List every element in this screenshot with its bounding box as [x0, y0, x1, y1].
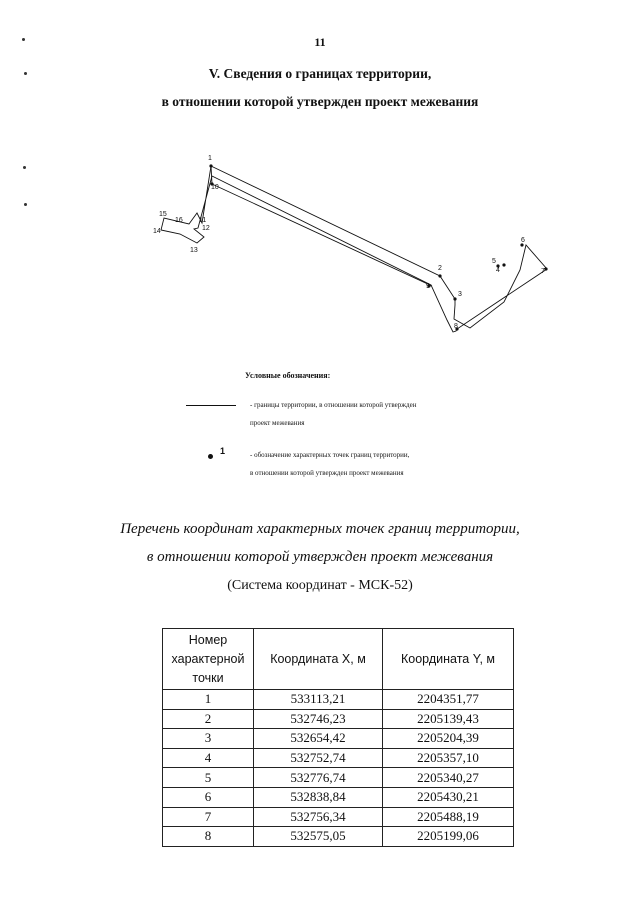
- table-row: [163, 807, 514, 827]
- point-label: 5: [492, 258, 496, 265]
- cell-y: 2205204,39: [383, 729, 514, 749]
- point-label: 6: [521, 237, 525, 244]
- coordinate-system: (Система координат - МСК-52): [227, 578, 413, 593]
- legend-title: Условные обозначения:: [245, 371, 331, 380]
- section-title-line1: V. Сведения о границах территории,: [208, 66, 432, 81]
- cell-x: 532746,23: [254, 709, 383, 729]
- cell-number: 7: [163, 807, 254, 827]
- legend-point-dot: [208, 454, 213, 459]
- scan-mark: [24, 203, 27, 206]
- table-row: [163, 690, 514, 710]
- coordinates-title-line2: в отношении которой утвержден проект межевания: [146, 549, 494, 565]
- point-label: 3: [458, 291, 462, 298]
- cell-number: 1: [163, 690, 254, 710]
- point-label: 8: [454, 323, 458, 330]
- point-label: 1: [208, 155, 212, 162]
- header-point-number: Номер характерной точки: [163, 629, 254, 690]
- cell-y: 2205430,21: [383, 787, 514, 807]
- point-label: 15: [159, 211, 167, 218]
- point-label: 9: [426, 283, 430, 290]
- cell-y: 2205340,27: [383, 768, 514, 788]
- header-x: Координата X, м: [254, 629, 383, 690]
- point-label: 12: [202, 225, 210, 232]
- point-label: 16: [175, 217, 183, 224]
- table-row: [163, 768, 514, 788]
- point-label: 14: [153, 228, 161, 235]
- legend-point-text-cont: в отношении которой утвержден проект межевания: [250, 469, 404, 477]
- point-label: 10: [211, 184, 219, 191]
- boundary-scheme: [140, 148, 560, 338]
- legend-point-text: - обозначение характерных точек границ территории,: [250, 451, 410, 459]
- header-y: Координата Y, м: [383, 629, 514, 690]
- coordinates-title-line1: Перечень координат характерных точек границ территории,: [120, 521, 520, 537]
- legend-boundary-line-sample: [186, 405, 236, 406]
- point-label: 4: [496, 267, 500, 274]
- cell-number: 8: [163, 827, 254, 847]
- legend-boundary-text: - границы территории, в отношении которой утвержден: [250, 401, 417, 409]
- table-row: [163, 748, 514, 768]
- cell-x: 532752,74: [254, 748, 383, 768]
- page-number: 11: [314, 35, 326, 49]
- table-row: [163, 729, 514, 749]
- cell-number: 3: [163, 729, 254, 749]
- cell-y: 2204351,77: [383, 690, 514, 710]
- cell-y: 2205199,06: [383, 827, 514, 847]
- point-1: [209, 164, 212, 167]
- coordinates-table: [162, 628, 514, 847]
- cell-x: 532838,84: [254, 787, 383, 807]
- cell-x: 533113,21: [254, 690, 383, 710]
- legend-boundary-text-cont: проект межевания: [250, 419, 305, 427]
- cell-y: 2205139,43: [383, 709, 514, 729]
- cell-number: 4: [163, 748, 254, 768]
- point-label: 2: [438, 265, 442, 272]
- scan-mark: [23, 166, 26, 169]
- point-label: 7: [541, 268, 545, 275]
- cell-x: 532756,34: [254, 807, 383, 827]
- table-header-row: [163, 629, 514, 690]
- cell-number: 6: [163, 787, 254, 807]
- cell-x: 532654,42: [254, 729, 383, 749]
- point-3: [453, 297, 456, 300]
- cell-y: 2205357,10: [383, 748, 514, 768]
- section-title-line2: в отношении которой утвержден проект межевания: [161, 94, 479, 109]
- point-label: 11: [199, 217, 207, 224]
- table-row: [163, 709, 514, 729]
- cell-number: 2: [163, 709, 254, 729]
- territory-boundary: [161, 166, 547, 332]
- legend-point-number: 1: [220, 446, 226, 456]
- point-2: [438, 274, 441, 277]
- cell-number: 5: [163, 768, 254, 788]
- table-row: [163, 827, 514, 847]
- table-row: [163, 787, 514, 807]
- cell-x: 532776,74: [254, 768, 383, 788]
- cell-y: 2205488,19: [383, 807, 514, 827]
- cell-x: 532575,05: [254, 827, 383, 847]
- point-label: 13: [190, 247, 198, 254]
- point-4: [502, 263, 505, 266]
